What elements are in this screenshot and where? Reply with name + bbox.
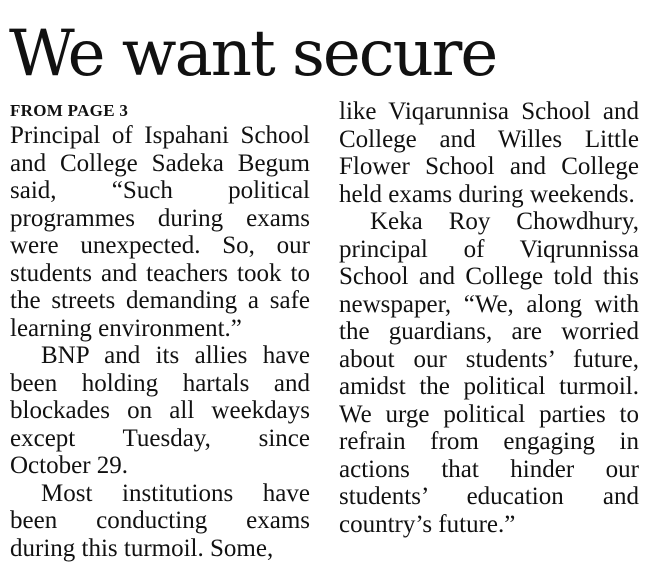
article-column-right	[339, 98, 639, 538]
kicker-from-page: FROM PAGE 3	[10, 101, 129, 120]
headline: We want secure	[9, 17, 497, 91]
paragraph-principal-quote: Principal of Ispahani School and College Sadeka Begum said, “Such political programmes during exams were unexpected. So, our students and teachers took to the streets demanding a safe learning environment.”	[10, 122, 310, 342]
article-column-left	[10, 98, 310, 562]
paragraph-hartals: BNP and its allies have been holding hartals and blockades on all weekdays except Tuesday, since October 29.	[10, 342, 310, 479]
paragraph-institutions: Most institutions have been conducting exams during this turmoil. Some,	[10, 479, 310, 562]
paragraph-keka-quote: Keka Roy Chowdhury, principal of Viqrunnissa School and College told this newspaper, “We, along with the guardians, are worried about our students’ future, amidst the political turmoil. We urge political parties to refrain from engaging in actions that hinder our students’ education and country’s future.”	[339, 208, 639, 538]
paragraph-weekend-exams: like Viqarunnisa School and College and Willes Little Flower School and College held exams during weekends.	[339, 98, 639, 208]
